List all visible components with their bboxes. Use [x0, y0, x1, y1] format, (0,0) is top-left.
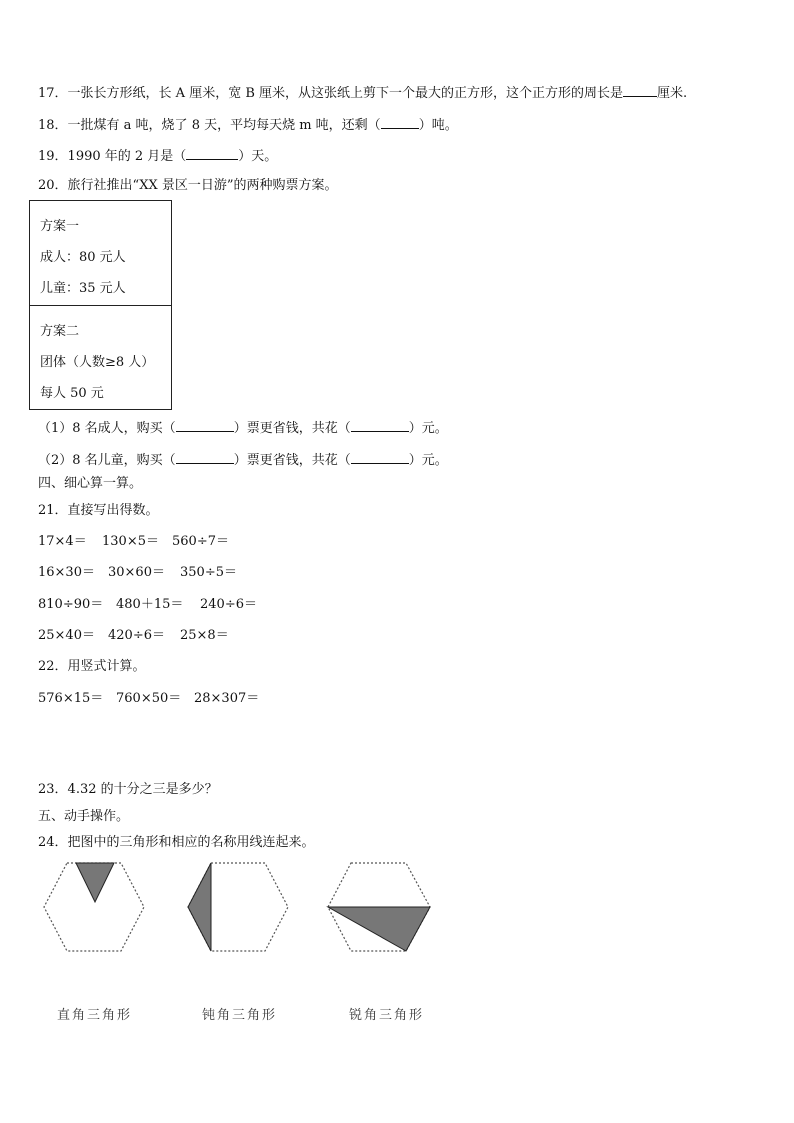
- answer-blank[interactable]: [176, 451, 234, 464]
- question-18-text: 18．一批煤有 a 吨，烧了 8 天，平均每天烧 m 吨，还剩（: [38, 118, 381, 133]
- question-17-text: 17．一张长方形纸，长 A 厘米，宽 B 厘米，从这张纸上剪下一个最大的正方形，这个正方形的周长是: [38, 86, 624, 101]
- answer-blank[interactable]: [186, 147, 238, 160]
- plan-one-title: 方案一: [40, 219, 80, 234]
- question-24: 24．把图中的三角形和相应的名称用线连起来。: [38, 835, 315, 850]
- plan-two-box: [29, 305, 172, 410]
- plan-two-group-rule: 团体（人数≥8 人）: [40, 355, 155, 370]
- vertical-calc-row: [38, 691, 259, 707]
- calc-item: 350÷5＝: [180, 565, 237, 580]
- label-acute-triangle: 锐角三角形: [349, 1008, 425, 1023]
- question-20-2-end: ）元。: [408, 453, 448, 468]
- calc-item: 130×5＝: [102, 534, 159, 549]
- answer-blank[interactable]: [381, 116, 419, 129]
- question-18-end: ）吨。: [418, 118, 458, 133]
- question-20: [38, 178, 337, 194]
- calc-item: 240÷6＝: [200, 597, 257, 612]
- question-21: 21．直接写出得数。: [38, 503, 159, 518]
- question-23: 23．4.32 的十分之三是多少？: [38, 782, 218, 797]
- acute-triangle-shape: [328, 907, 430, 951]
- answer-blank[interactable]: [623, 84, 657, 97]
- question-18: [38, 116, 458, 134]
- calc-item: 560÷7＝: [172, 534, 229, 549]
- question-20-1-text: （1）8 名成人，购买（: [38, 421, 176, 436]
- answer-blank[interactable]: [351, 419, 409, 432]
- hexagon-figure-3: [326, 862, 432, 952]
- calc-item: 16×30＝: [38, 565, 95, 580]
- section-4-heading: 四、细心算一算。: [38, 476, 143, 491]
- question-20-text: 20．旅行社推出“XX 景区一日游”的两种购票方案。: [38, 178, 338, 193]
- question-17-unit: 厘米.: [657, 86, 688, 101]
- answer-blank[interactable]: [176, 419, 234, 432]
- calc-item: 480＋15＝: [116, 597, 184, 612]
- question-20-1-end: ）元。: [408, 421, 448, 436]
- question-20-1: [38, 419, 448, 437]
- plan-two-price: 每人 50 元: [40, 386, 104, 401]
- question-20-2-text: （2）8 名儿童，购买（: [38, 453, 176, 468]
- label-right-triangle: 直角三角形: [57, 1008, 133, 1023]
- question-22: 22．用竖式计算。: [38, 659, 146, 674]
- calc-item: 810÷90＝: [38, 597, 104, 612]
- calc-item: 760×50＝: [116, 691, 182, 706]
- question-19: [38, 147, 277, 165]
- calc-item: 576×15＝: [38, 691, 104, 706]
- section-5-heading: 五、动手操作。: [38, 809, 130, 824]
- hexagon-figure-1: [42, 862, 146, 952]
- calc-item: 28×307＝: [194, 691, 260, 706]
- question-19-end: ）天。: [238, 149, 278, 164]
- calc-item: 420÷6＝: [108, 628, 165, 643]
- calc-row: [38, 534, 229, 550]
- calc-item: 25×8＝: [180, 628, 229, 643]
- plan-one-adult-price: 成人：80 元人: [40, 250, 126, 265]
- calc-item: 17×4＝: [38, 534, 87, 549]
- question-20-1-mid: ）票更省钱，共花（: [233, 421, 351, 436]
- calc-row: [38, 628, 229, 644]
- obtuse-triangle-shape: [188, 863, 211, 951]
- label-obtuse-triangle: 钝角三角形: [202, 1008, 278, 1023]
- answer-blank[interactable]: [351, 451, 409, 464]
- right-triangle-shape: [76, 863, 114, 902]
- plan-one-box: [29, 200, 172, 306]
- calc-item: 25×40＝: [38, 628, 95, 643]
- hexagon-figure-2: [186, 862, 290, 952]
- calc-item: 30×60＝: [108, 565, 165, 580]
- question-20-2-mid: ）票更省钱，共花（: [233, 453, 351, 468]
- plan-two-title: 方案二: [40, 324, 80, 339]
- plan-one-child-price: 儿童：35 元人: [40, 281, 126, 296]
- question-17: [38, 84, 687, 102]
- calc-row: [38, 597, 257, 613]
- question-20-2: [38, 451, 448, 469]
- question-19-text: 19．1990 年的 2 月是（: [38, 149, 187, 164]
- calc-row: [38, 565, 237, 581]
